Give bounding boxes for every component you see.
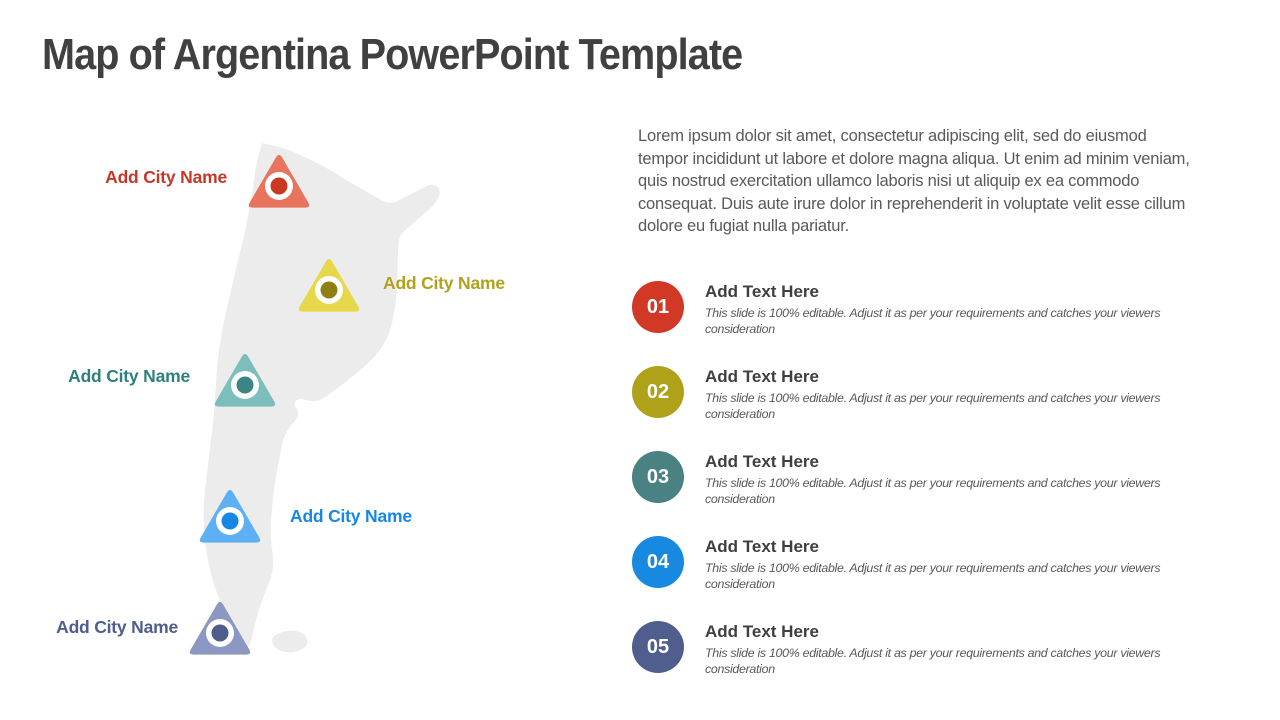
item-heading: Add Text Here — [705, 452, 819, 471]
item-heading: Add Text Here — [705, 367, 819, 386]
list-item-2 — [632, 366, 1198, 422]
intro-paragraph: Lorem ipsum dolor sit amet, consectetur adipiscing elit, sed do eiusmod tempor incididunt ut labore et dolore magna aliqua. Ut enim ad minim veniam, quis nostrud exercitation ullamco laboris nisi ut aliquip ex ea commodo consequat. Duis aute irure dolor in reprehenderit in voluptate velit esse cillum dolore eu fugiat nulla pariatur. — [638, 127, 1190, 235]
location-triangle-icon — [297, 257, 361, 315]
item-body: This slide is 100% editable. Adjust it as per your requirements and catches your viewers consideration — [705, 646, 1161, 676]
location-triangle-icon — [198, 488, 262, 546]
slide-title: Map of Argentina PowerPoint Template — [42, 30, 743, 79]
city-label-1: Add City Name — [105, 167, 227, 187]
item-heading: Add Text Here — [705, 537, 819, 556]
list-item-5 — [632, 621, 1198, 677]
number-badge: 03 — [632, 451, 684, 503]
city-marker-2 — [297, 257, 361, 315]
city-marker-5 — [188, 600, 252, 658]
city-marker-3 — [213, 352, 277, 410]
list-item-1 — [632, 281, 1198, 337]
item-body: This slide is 100% editable. Adjust it as per your requirements and catches your viewers consideration — [705, 306, 1161, 336]
city-label-3: Add City Name — [68, 366, 190, 386]
location-triangle-icon — [213, 352, 277, 410]
number-badge: 02 — [632, 366, 684, 418]
city-label-5: Add City Name — [56, 617, 178, 637]
tierra-del-fuego — [272, 631, 307, 653]
number-badge: 04 — [632, 536, 684, 588]
item-body: This slide is 100% editable. Adjust it as per your requirements and catches your viewers consideration — [705, 391, 1161, 421]
number-badge: 01 — [632, 281, 684, 333]
item-heading: Add Text Here — [705, 622, 819, 641]
location-triangle-icon — [247, 153, 311, 211]
item-body: This slide is 100% editable. Adjust it as per your requirements and catches your viewers consideration — [705, 561, 1161, 591]
number-badge: 05 — [632, 621, 684, 673]
city-marker-1 — [247, 153, 311, 211]
item-body: This slide is 100% editable. Adjust it as per your requirements and catches your viewers consideration — [705, 476, 1161, 506]
city-label-4: Add City Name — [290, 506, 412, 526]
location-triangle-icon — [188, 600, 252, 658]
item-heading: Add Text Here — [705, 282, 819, 301]
city-label-2: Add City Name — [383, 273, 505, 293]
list-item-3 — [632, 451, 1198, 507]
list-item-4 — [632, 536, 1198, 592]
city-marker-4 — [198, 488, 262, 546]
